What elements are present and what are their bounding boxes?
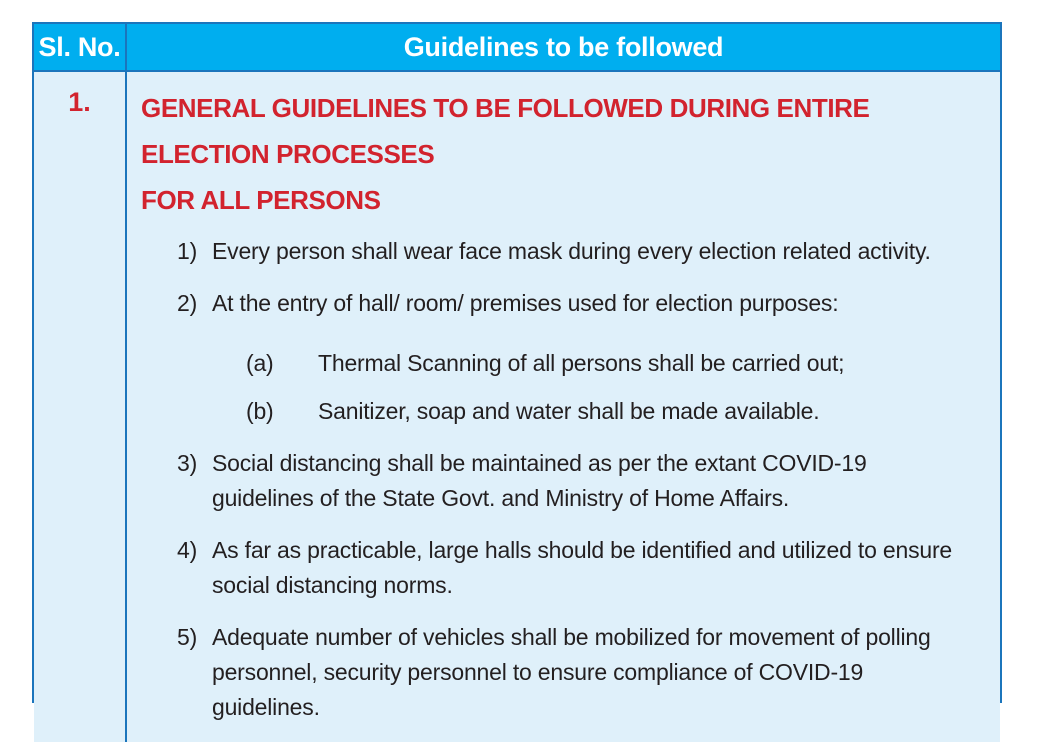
list-item [177,620,974,725]
row-number: 1. [68,87,91,117]
header-cell-guidelines: Guidelines to be followed [403,31,724,62]
header-cell-sl-no: Sl. No. [34,24,127,70]
list-item [177,533,974,603]
sub-list-item [246,346,974,381]
table-header-row [34,24,1000,72]
cell-sl-no [34,72,127,742]
list-item [177,286,974,321]
section-heading-line-2: FOR ALL PERSONS [141,185,381,215]
list-item [177,234,974,269]
list-item-text: At the entry of hall/ room/ premises used for election purposes: [212,290,839,316]
guidelines-table [32,22,1002,720]
sub-list-item-marker: (b) [246,398,274,424]
sub-list-item-text: Sanitizer, soap and water shall be made available. [318,398,820,424]
guidelines-list [177,234,974,725]
list-item-marker: 4) [177,537,198,563]
table-body-row [34,72,1000,742]
section-heading [141,85,974,223]
list-item-text: Social distancing shall be maintained as per the extant COVID-19 guidelines of the State Govt. and Ministry of Home Affairs. [212,450,867,511]
list-item [177,446,974,516]
list-item-marker: 5) [177,624,198,650]
sub-list-item [246,394,974,429]
sub-list-item-marker: (a) [246,350,274,376]
list-item-marker: 2) [177,290,198,316]
list-item-text: Adequate number of vehicles shall be mobilized for movement of polling personnel, security personnel to ensure compliance of COVID-19 guidelines. [212,624,931,720]
section-heading-line-1: GENERAL GUIDELINES TO BE FOLLOWED DURING ENTIRE ELECTION PROCESSES [141,93,870,169]
sub-guidelines-list [246,346,974,429]
list-item-marker: 3) [177,450,198,476]
cell-guidelines-content [127,72,1000,742]
list-item-text: As far as practicable, large halls should be identified and utilized to ensure social distancing norms. [212,537,953,598]
list-item-marker: 1) [177,238,198,264]
sub-list-item-text: Thermal Scanning of all persons shall be carried out; [318,350,845,376]
list-item-text: Every person shall wear face mask during every election related activity. [212,238,931,264]
